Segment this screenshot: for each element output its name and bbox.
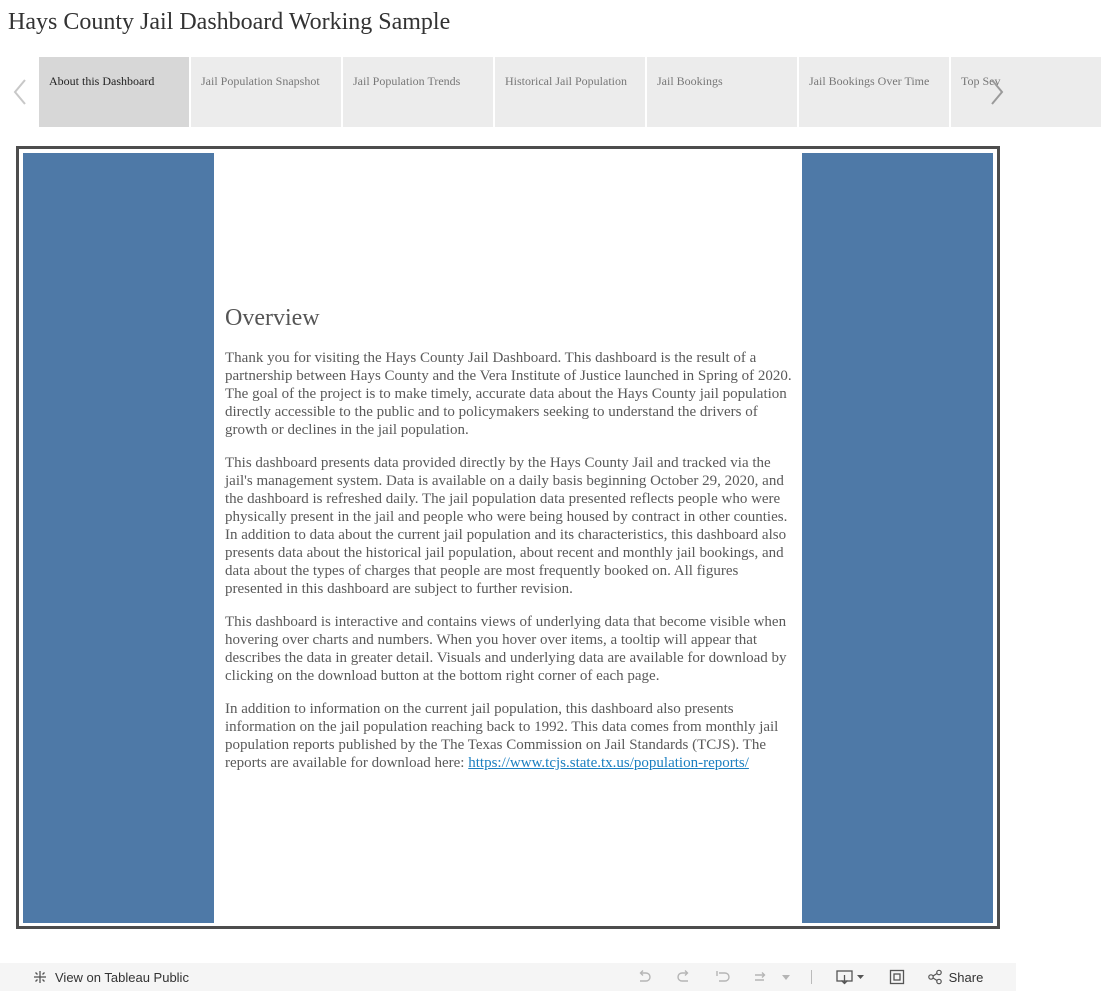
tab-jail-bookings-over-time[interactable]: Jail Bookings Over Time — [799, 57, 949, 127]
fullscreen-icon — [889, 969, 905, 985]
dashboard-title: Hays County Jail Dashboard Working Sample — [8, 9, 451, 35]
tableau-toolbar — [0, 963, 1016, 991]
share-icon — [927, 969, 943, 985]
overview-paragraph: Thank you for visiting the Hays County Jail Dashboard. This dashboard is the result of a partnership between Hays County and the Vera Institute of Justice launched in Spring of 2020. The goal of the project is to make timely, accurate data about the Hays County jail population directly accessible to the public and to policymakers seeking to understand the drivers of growth or declines in the jail population. — [225, 350, 792, 438]
tab-jail-population-snapshot[interactable]: Jail Population Snapshot — [191, 57, 341, 127]
interactivity-paragraph: This dashboard is interactive and contains views of underlying data that become visible when hovering over charts and numbers. When you hover over items, a tooltip will appear that describes the data in greater detail. Visuals and underlying data are available for download by clicking on the download button at the bottom right corner of each page. — [225, 614, 787, 684]
overview-heading: Overview — [225, 305, 320, 331]
redo-icon — [676, 969, 692, 985]
tab-top-sev[interactable]: Top Sev — [951, 57, 1101, 127]
refresh-button[interactable] — [750, 963, 770, 991]
undo-button[interactable] — [634, 963, 654, 991]
right-color-panel — [802, 153, 993, 923]
tabs-scroll-left-button[interactable] — [0, 57, 39, 127]
view-on-tableau-public-button[interactable] — [32, 963, 189, 991]
revert-icon — [715, 969, 731, 985]
redo-button[interactable] — [674, 963, 694, 991]
chevron-right-icon — [990, 78, 1004, 106]
download-button[interactable] — [834, 963, 868, 991]
refresh-options-dropdown[interactable] — [779, 963, 793, 991]
chevron-left-icon — [13, 78, 27, 106]
toolbar-divider — [811, 970, 812, 984]
caret-down-icon — [781, 972, 791, 982]
tableau-logo-icon — [32, 969, 48, 985]
left-color-panel — [23, 153, 214, 923]
tab-about-this-dashboard[interactable]: About this Dashboard — [39, 57, 189, 127]
refresh-icon — [752, 969, 768, 985]
data-source-paragraph: This dashboard presents data provided directly by the Hays County Jail and tracked via the jail's management system. Data is available on a daily basis beginning October 29, 2020, and the dashboard is refreshed daily. The jail population data presented reflects people who were physically present in the jail and people who were being housed by contract in other counties. In addition to data about the current jail population and its characteristics, this dashboard also presents data about the historical jail population, about recent and monthly jail bookings, and data about the types of charges that people are most frequently booked on. All figures presented in this dashboard are subject to further revision. — [225, 455, 788, 597]
tab-jail-population-trends[interactable]: Jail Population Trends — [343, 57, 493, 127]
dashboard-frame — [16, 146, 1000, 929]
tab-bar — [0, 57, 1016, 127]
share-button[interactable] — [926, 963, 984, 991]
share-label: Share — [948, 969, 984, 985]
history-paragraph — [225, 700, 795, 772]
tabs-scroll-right-button[interactable] — [977, 57, 1016, 127]
tab-historical-jail-population[interactable]: Historical Jail Population — [495, 57, 645, 127]
revert-button[interactable] — [713, 963, 733, 991]
undo-icon — [636, 969, 652, 985]
fullscreen-button[interactable] — [886, 963, 908, 991]
tcjs-reports-link[interactable]: https://www.tcjs.state.tx.us/population-reports/ — [468, 755, 749, 771]
history-paragraph-text: In addition to information on the current jail population, this dashboard also presents information on the jail population reaching back to 1992. This data comes from monthly jail population reports published by the The Texas Commission on Jail Standards (TCJS). The reports are available for download here: — [225, 701, 779, 771]
overview-text-block — [225, 305, 795, 787]
view-on-tableau-public-label: View on Tableau Public — [55, 969, 189, 985]
tab-jail-bookings[interactable]: Jail Bookings — [647, 57, 797, 127]
download-icon — [836, 969, 866, 985]
